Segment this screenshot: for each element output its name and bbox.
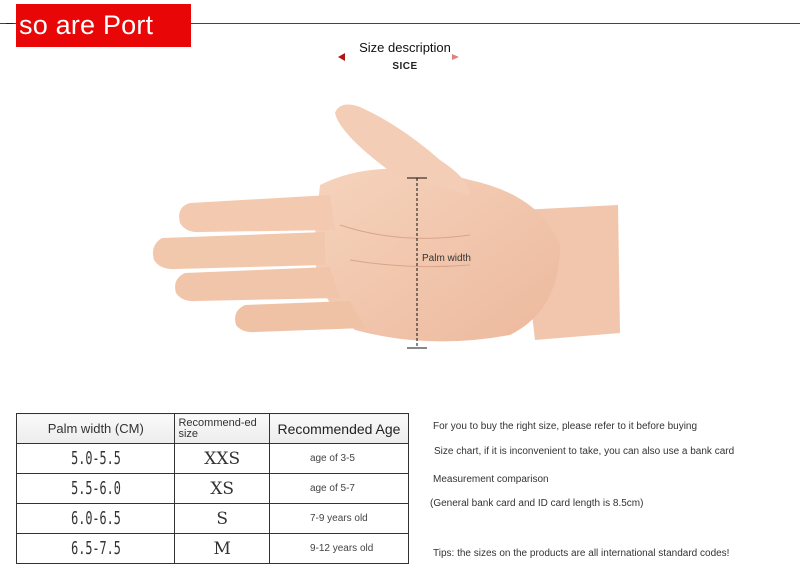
- size-title: Size description: [359, 40, 451, 55]
- brand-banner: so are Port: [16, 4, 191, 47]
- size-cell: XS: [175, 474, 269, 504]
- tip-line-3: Measurement comparison: [433, 474, 549, 485]
- table-row: [17, 444, 409, 474]
- table-header-row: [17, 414, 409, 444]
- recommended-age-header: Recommended Age: [269, 414, 408, 444]
- range-cell: 6.0-6.5: [32, 504, 159, 534]
- age-cell: age of 3-5: [269, 444, 408, 474]
- range-cell: 5.5-6.0: [32, 474, 159, 504]
- recommended-size-header: Recommend-ed size: [175, 414, 269, 444]
- table-row: [17, 534, 409, 564]
- range-cell: 5.0-5.5: [32, 444, 159, 474]
- size-cell: S: [175, 504, 269, 534]
- palm-width-header: Palm width (CM): [17, 414, 175, 444]
- hand-illustration: [140, 95, 630, 360]
- size-table: [16, 413, 409, 564]
- middle-finger-shape: [153, 232, 325, 269]
- table-row: [17, 474, 409, 504]
- palm-width-label: Palm width: [422, 253, 471, 264]
- tip-line-1: For you to buy the right size, please refer to it before buying: [433, 421, 698, 432]
- ring-finger-shape: [175, 267, 340, 301]
- tip-line-4: (General bank card and ID card length is 8.5cm): [430, 498, 644, 509]
- size-cell: M: [175, 534, 269, 564]
- tip-line-5: Tips: the sizes on the products are all international standard codes!: [433, 548, 730, 559]
- age-cell: age of 5-7: [269, 474, 408, 504]
- table-row: [17, 504, 409, 534]
- age-cell: 7-9 years old: [269, 504, 408, 534]
- age-cell: 9-12 years old: [269, 534, 408, 564]
- left-dash: [6, 23, 13, 24]
- little-finger-shape: [235, 301, 365, 332]
- size-subtitle: SICE: [392, 61, 418, 72]
- size-cell: XXS: [175, 444, 269, 474]
- tip-line-2: Size chart, if it is inconvenient to take, you can also use a bank card: [434, 446, 735, 457]
- index-finger-shape: [179, 195, 335, 232]
- range-cell: 6.5-7.5: [32, 534, 159, 564]
- size-heading: [330, 38, 480, 78]
